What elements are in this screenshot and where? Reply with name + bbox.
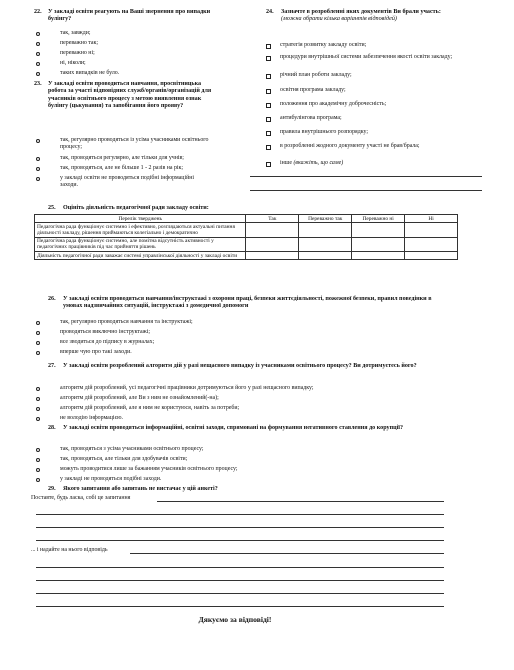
q22-option-2-radio[interactable]: [36, 42, 40, 46]
q22-number: 22.: [34, 9, 42, 15]
q26-option-2-radio[interactable]: [36, 331, 40, 335]
q29-answer-line-4[interactable]: [36, 593, 444, 594]
q28-title: У закладі освіти проводяться інформаційні, освітні заходи, спрямовані на формування негативного ставлення до корупції?: [63, 425, 404, 431]
q22-option-4-label: ні, ніколи;: [60, 60, 86, 66]
q26-option-1-radio[interactable]: [36, 321, 40, 325]
q28-option-2-label: так, проводяться, але тільки для здобувачів освіти;: [60, 456, 188, 462]
q25-header-no: Ні: [405, 215, 458, 223]
q27-number: 27.: [48, 363, 56, 369]
q24-option-4-label: освітня програма закладу;: [280, 87, 346, 93]
q29-question-line-3[interactable]: [36, 527, 444, 528]
q28-option-1-label: так, проводяться з усіма учасниками освітнього процесу;: [60, 446, 204, 452]
q24-option-2-checkbox[interactable]: [266, 56, 271, 61]
q24-option-8-label: в розробленні жодного документу участі не брав/брала;: [280, 143, 420, 149]
q29-answer-prompt: ... і надайте на нього відповідь: [31, 547, 108, 553]
q24-title: Зазначте в розробленні яких документів Ви брали участь:: [281, 9, 441, 15]
q24-option-9-label: інше: [280, 160, 292, 166]
q23-option-3-radio[interactable]: [36, 167, 40, 171]
q22-option-2-label: переважно так;: [60, 40, 99, 46]
q26-option-2-label: проводяться виключно інструктажі;: [60, 329, 151, 335]
q24-other-hint: (вкажіть, що саме): [293, 160, 344, 166]
q29-title: Якого запитання або запитань не вистачає у цій анкеті?: [63, 486, 218, 492]
q24-option-5-label: положення про академічну доброчесність;: [280, 101, 387, 107]
q25-number: 25.: [48, 205, 56, 211]
q26-option-1-label: так, регулярно проводяться навчання та інструктажі;: [60, 319, 193, 325]
q27-option-1-label: алгоритм дій розроблений, усі педагогічні працівники дотримуються його у разі нещасного випадку;: [60, 385, 314, 391]
q23-option-1-label: так, регулярно проводяться із усіма учасниками освітнього процесу;: [60, 137, 209, 150]
q22-option-3-radio[interactable]: [36, 52, 40, 56]
q26-heading: [48, 296, 450, 312]
q22-option-1-label: так, завжди;: [60, 30, 91, 36]
q25-title: Оцініть діяльність педагогічної ради закладу освіти:: [63, 205, 209, 211]
q25-header-mostly-yes: Переважно так: [299, 215, 352, 223]
q29-question-line-1[interactable]: [157, 501, 444, 502]
q29-prompt: Поставте, будь ласка, собі це запитання: [31, 495, 131, 501]
q22-option-5-radio[interactable]: [36, 72, 40, 76]
q25-row-1-mostly-no-cell[interactable]: [352, 223, 405, 237]
q22-option-4-radio[interactable]: [36, 62, 40, 66]
q23-option-3-label: так, проводяться, але не більше 1 - 2 разів на рік;: [60, 165, 184, 171]
q29-answer-line-5[interactable]: [36, 606, 444, 607]
q29-answer-line-1[interactable]: [130, 553, 444, 554]
q24-hint: (можна обрати кілька варіантів відповідей): [281, 16, 397, 23]
q24-other-line-2[interactable]: [250, 190, 482, 191]
q27-option-3-label: алгоритм дій розроблений, але я ним не користуюся, навіть за потреби;: [60, 405, 240, 411]
q25-row-3: [35, 252, 458, 260]
q27-option-1-radio[interactable]: [36, 387, 40, 391]
q25-row-2-no-cell[interactable]: [405, 237, 458, 251]
q24-option-1-checkbox[interactable]: [266, 44, 271, 49]
q27-heading: [48, 363, 450, 379]
q25-row-1-mostly-yes-cell[interactable]: [299, 223, 352, 237]
q22-option-3-label: переважно ні;: [60, 50, 95, 56]
q27-option-2-radio[interactable]: [36, 397, 40, 401]
q25-row-3-mostly-yes-cell[interactable]: [299, 252, 352, 260]
q24-option-9-checkbox[interactable]: [266, 162, 271, 167]
q25-row-2-mostly-no-cell[interactable]: [352, 237, 405, 251]
q25-row-2-mostly-yes-cell[interactable]: [299, 237, 352, 251]
q25-row-3-yes-cell[interactable]: [246, 252, 299, 260]
q25-row-2-yes-cell[interactable]: [246, 237, 299, 251]
q22-option-1-radio[interactable]: [36, 32, 40, 36]
q25-statement-2: Педагогічна рада функціонує системно, але помітна відсутність активності у педагогічних працівників під час прийняття рішень: [35, 237, 246, 251]
q23-option-1-radio[interactable]: [36, 139, 40, 143]
q24-option-7-checkbox[interactable]: [266, 131, 271, 136]
q26-number: 26.: [48, 296, 56, 302]
q25-header-yes: Так: [246, 215, 299, 223]
q25-heading: [48, 205, 448, 213]
q25-row-2: [35, 237, 458, 251]
q25-row-1-yes-cell[interactable]: [246, 223, 299, 237]
q24-option-7-label: правила внутрішнього розпорядку;: [280, 129, 369, 135]
q25-row-1-no-cell[interactable]: [405, 223, 458, 237]
q24-option-8-checkbox[interactable]: [266, 145, 271, 150]
q24-other-line-1[interactable]: [250, 176, 482, 177]
q23-option-2-radio[interactable]: [36, 157, 40, 161]
q25-row-1: [35, 223, 458, 237]
q24-option-3-checkbox[interactable]: [266, 74, 271, 79]
q23-option-2-label: так, проводяться регулярно, але тільки для учнів;: [60, 155, 184, 161]
q25-statement-3: Діяльність педагогічної ради заважає системі управлінської діяльності у закладі освіти: [35, 252, 246, 260]
q25-header-statements: Перелік тверджень: [35, 215, 246, 223]
q27-option-4-label: не володію інформацією.: [60, 415, 123, 421]
q23-option-4-label: у закладі освіти не проводяться подібні інформаційні заходи.: [60, 175, 195, 188]
q23-option-4-radio[interactable]: [36, 177, 40, 181]
q22-title: У закладі освіти реагують на Ваші звернення про випадки булінгу?: [48, 9, 211, 23]
q27-option-2-label: алгоритм дій розроблений, але Ви з ним не ознайомлений(-на);: [60, 395, 219, 401]
q25-header-row: [35, 215, 458, 223]
q25-rating-table: [34, 214, 458, 260]
q24-heading: [266, 9, 481, 33]
q28-option-4-label: у закладі не проводяться подібні заходи.: [60, 476, 162, 482]
q28-number: 28.: [48, 425, 56, 431]
q23-title: У закладі освіти проводиться навчання, просвітницька робота за участі відповідних служб/органів/організацій для учасників освітнього процесу з метою виявлення ознак булінгу (цькування) та запобігання його прояву?: [48, 81, 212, 109]
q22-option-5-label: таких випадків не було.: [60, 70, 120, 76]
q28-option-3-label: можуть проводитися лише за бажанням учасників освітнього процесу;: [60, 466, 238, 472]
q26-title: У закладі освіти проводяться навчання/інструктажі з охорони праці, безпеки життєдіяльності, пожежної безпеки, правил поведінки в умовах надзвичайних ситуацій, інструктажі з домедичної допомоги: [63, 296, 432, 310]
q22-heading: [34, 9, 239, 25]
thanks-message: Дякуємо за відповіді!: [198, 615, 272, 624]
q24-option-3-label: річний план роботи закладу;: [280, 72, 352, 78]
q24-option-5-checkbox[interactable]: [266, 103, 271, 108]
q24-option-2-label: процедури внутрішньої системи забезпечення якості освіти закладу;: [280, 54, 453, 60]
q29-question-line-4[interactable]: [36, 540, 444, 541]
q28-option-2-radio[interactable]: [36, 458, 40, 462]
q24-option-4-checkbox[interactable]: [266, 89, 271, 94]
q27-option-3-radio[interactable]: [36, 407, 40, 411]
q24-option-1-label: стратегія розвитку закладу освіти;: [280, 42, 367, 48]
q27-title: У закладі освіти розроблений алгоритм дій у разі нещасного випадку із учасниками освітнього процесу? Ви дотримуєтесь його?: [63, 363, 417, 369]
q26-option-3-radio[interactable]: [36, 341, 40, 345]
q28-heading: [48, 425, 450, 441]
q27-option-4-radio[interactable]: [36, 417, 40, 421]
q29-heading: [48, 486, 450, 494]
q26-option-4-radio[interactable]: [36, 351, 40, 355]
q29-answer-line-2[interactable]: [36, 567, 444, 568]
q29-number: 29.: [48, 486, 56, 492]
q24-option-6-checkbox[interactable]: [266, 117, 271, 122]
q25-row-3-mostly-no-cell[interactable]: [352, 252, 405, 260]
q28-option-3-radio[interactable]: [36, 468, 40, 472]
q24-option-6-label: антибулінгова програма;: [280, 115, 342, 121]
q26-option-3-label: все зводиться до підпису в журналах;: [60, 339, 155, 345]
q29-answer-line-3[interactable]: [36, 580, 444, 581]
q25-statement-1: Педагогічна рада функціонує системно і ефективно, розглядаються актуальні питання діяльності закладу, рішення приймаються колегіально і демократично: [35, 223, 246, 237]
q25-header-mostly-no: Переважно ні: [352, 215, 405, 223]
q28-option-4-radio[interactable]: [36, 478, 40, 482]
q23-heading: [34, 81, 239, 133]
q25-row-3-no-cell[interactable]: [405, 252, 458, 260]
q26-option-4-label: вперше чую про такі заходи.: [60, 349, 132, 355]
q24-number: 24.: [266, 9, 274, 15]
q29-question-line-2[interactable]: [36, 514, 444, 515]
q23-number: 23.: [34, 81, 42, 87]
q28-option-1-radio[interactable]: [36, 448, 40, 452]
